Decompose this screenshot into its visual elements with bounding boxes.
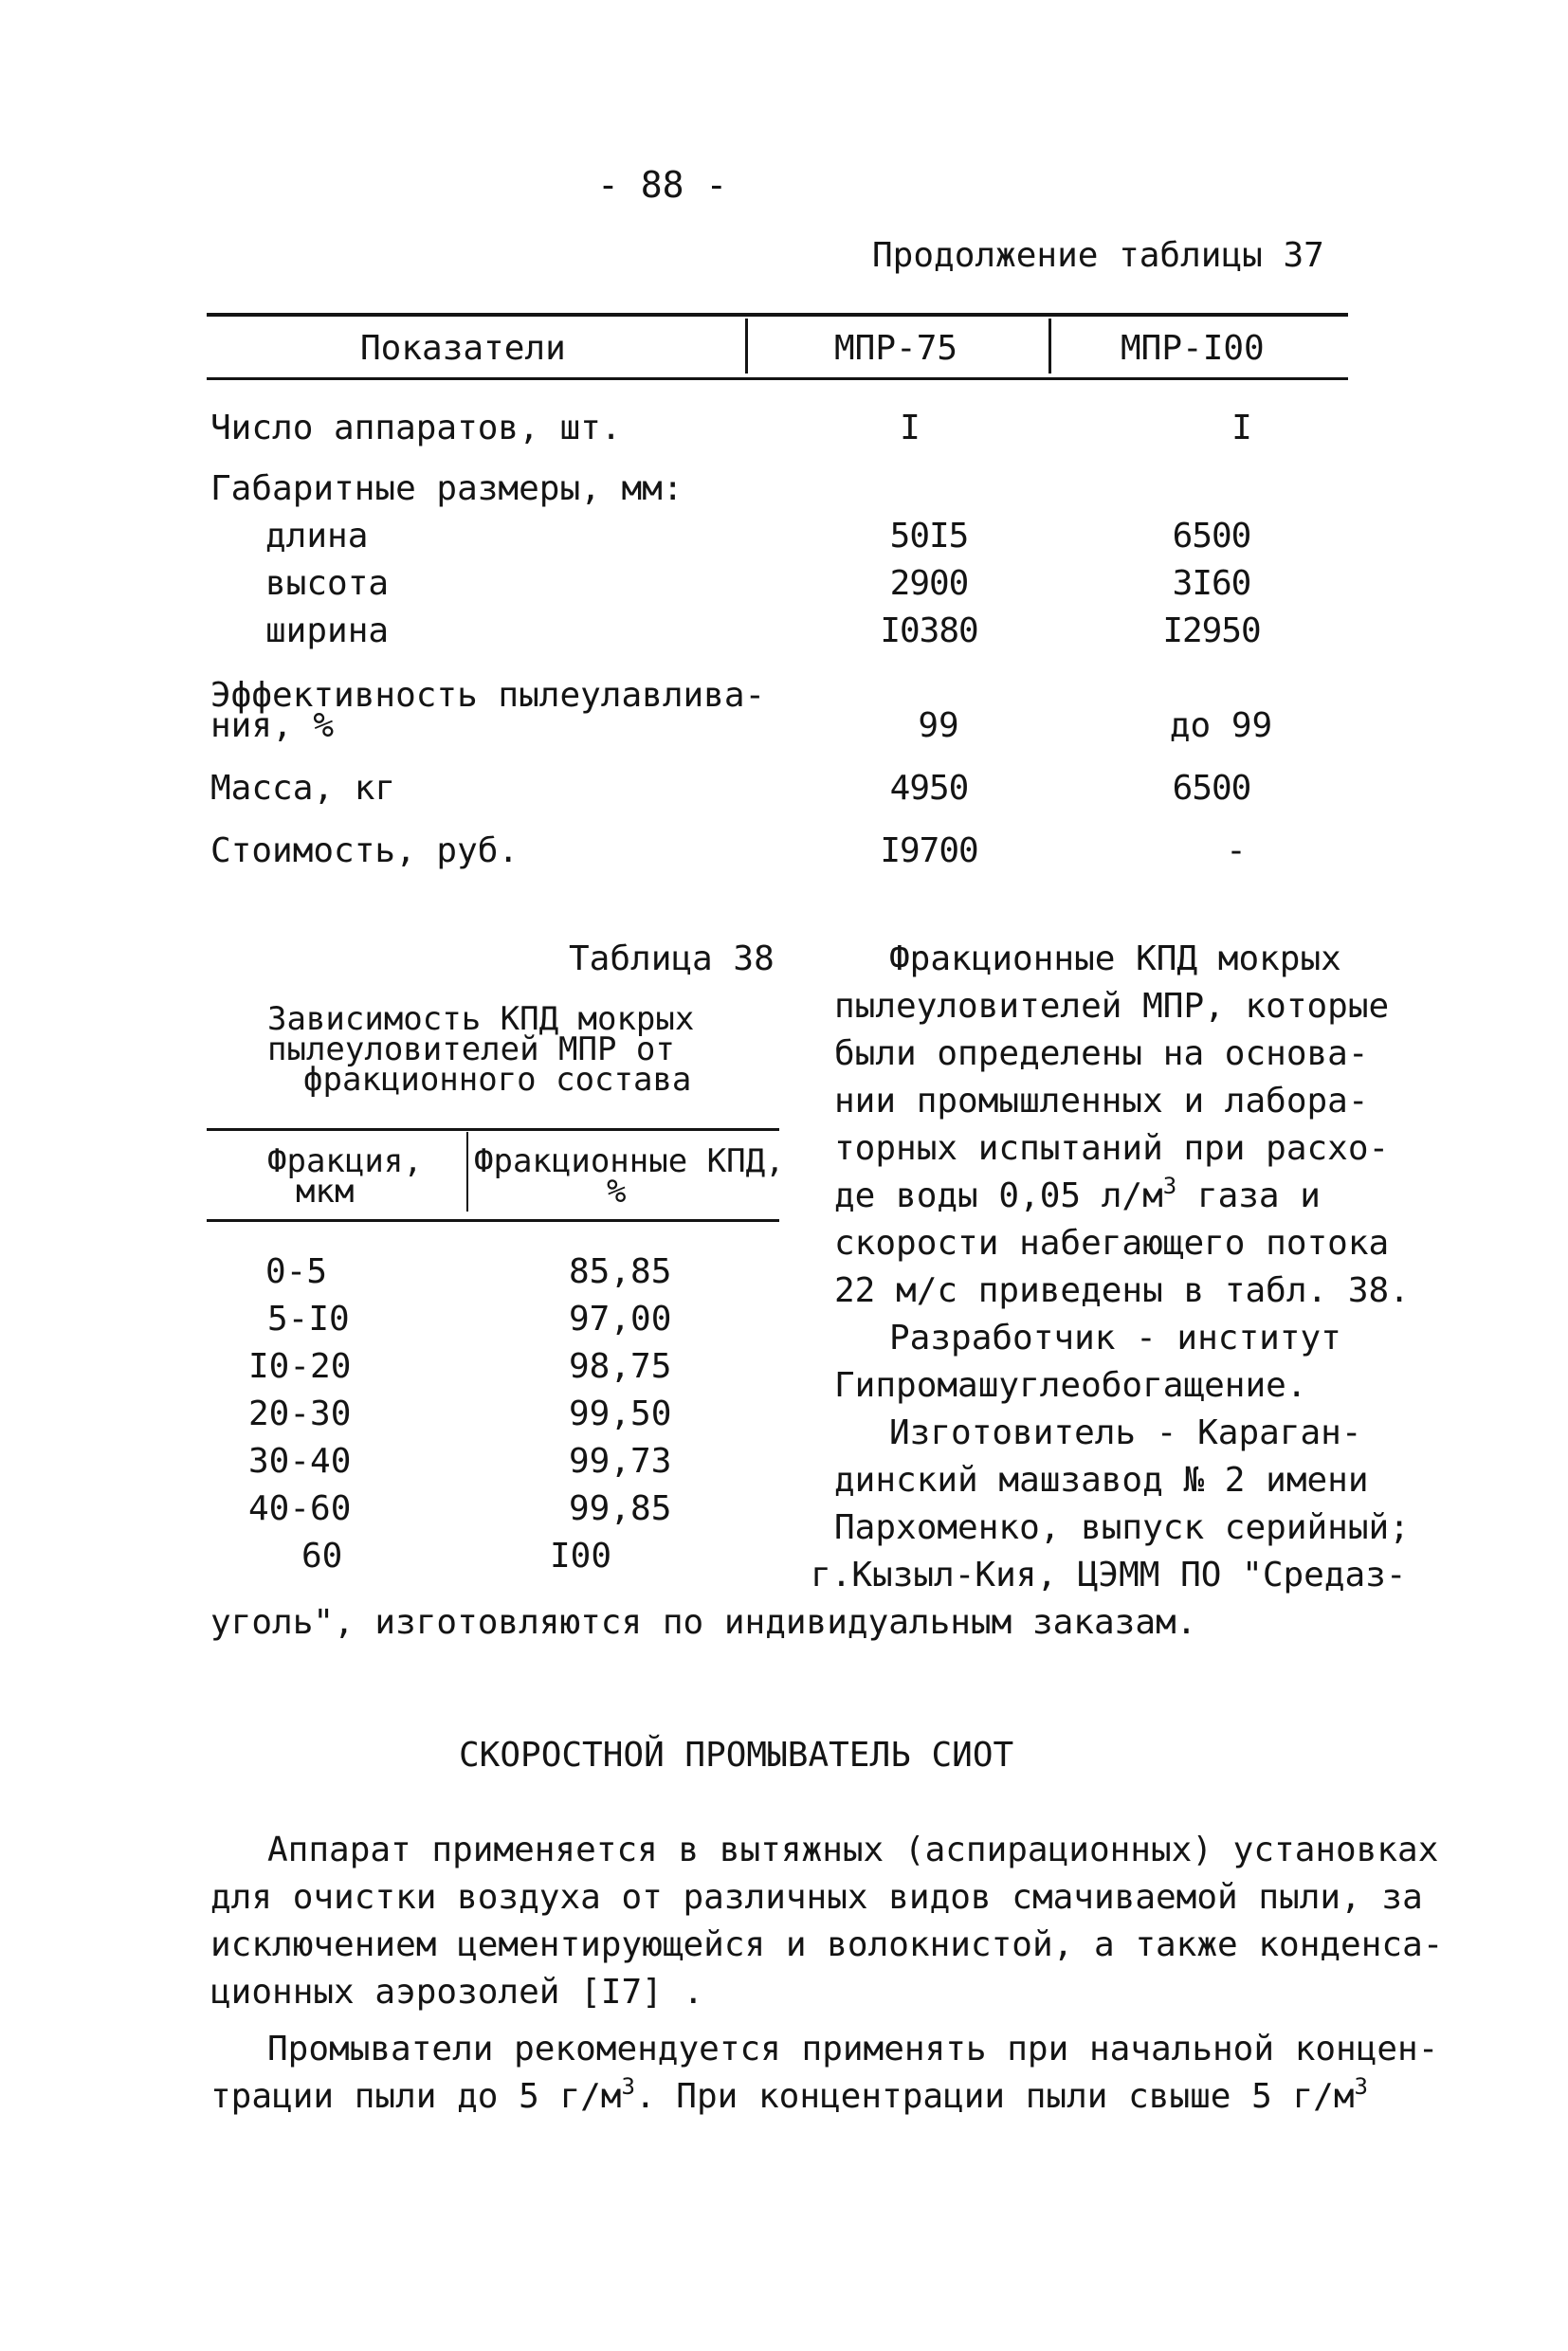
table38-fraction-cell: 0-5 <box>265 1252 328 1291</box>
table38-fraction-cell: 30-40 <box>248 1442 352 1481</box>
table37-cell: I <box>1231 409 1252 447</box>
table-continuation-caption: Продолжение таблицы 37 <box>872 236 1324 275</box>
table37-cell: 2900 <box>889 564 969 603</box>
table38-fraction-cell: I0-20 <box>248 1347 352 1386</box>
table37-row-label: Габаритные размеры, мм: <box>210 469 684 508</box>
table37-cell: 50I5 <box>889 517 969 556</box>
paragraph-line: трации пыли до 5 $г/м^3$. При концентрации пыли свыше 5 $г/м^3$ <box>210 2073 1368 2116</box>
table37-header-rule <box>207 377 1348 380</box>
table38-header-kpd: Фракционные КПД, <box>474 1142 785 1180</box>
table38-fraction-cell: 5-I0 <box>267 1300 350 1339</box>
table38-fraction-cell: 60 <box>301 1537 343 1576</box>
page-number: - 88 - <box>597 164 728 206</box>
table38-fraction-cell: 40-60 <box>248 1489 352 1528</box>
table38-header-fraction: мкм <box>296 1173 355 1211</box>
table37-row-label: Стоимость, руб. <box>210 831 520 870</box>
table37-row-label: ширина <box>265 611 390 650</box>
table37-row-label: длина <box>265 517 369 556</box>
side-text-line: 22 м/с приведены в табл. 38. <box>834 1271 1410 1310</box>
table37-header-mpr100: МПР-I00 <box>1121 329 1265 368</box>
side-text-line: нии промышленных и лабора- <box>834 1082 1369 1121</box>
table37-top-rule <box>207 313 1348 317</box>
table38-title: пылеуловителей МПР от <box>267 1030 675 1068</box>
table37-cell: I9700 <box>880 831 978 870</box>
side-text-line: г.Кызыл-Кия, ЦЭММ ПО "Средаз- <box>811 1556 1407 1595</box>
table37-row-label: ния, % <box>210 706 335 745</box>
side-text-line: Изготовитель - Караган- <box>889 1413 1362 1452</box>
table37-cell: 6500 <box>1172 769 1251 808</box>
table38-kpd-cell: 85,85 <box>569 1252 672 1291</box>
table38-header-rule <box>207 1219 779 1222</box>
table37-cell: I <box>900 409 921 447</box>
side-text-line: де воды 0,05 $л/м^3$ газа и <box>834 1173 1321 1215</box>
table38-title: Зависимость КПД мокрых <box>267 1000 695 1038</box>
table37-row-label: высота <box>265 564 390 603</box>
table38-top-rule <box>207 1128 779 1131</box>
table38-kpd-cell: 99,85 <box>569 1489 672 1528</box>
table38-kpd-cell: 99,50 <box>569 1394 672 1433</box>
table38-title: фракционного состава <box>303 1061 692 1099</box>
paragraph-line: исключением цементирующейся и волокнистой, а также конденса- <box>210 1925 1444 1964</box>
side-text-line: пылеуловителей МПР, которые <box>834 987 1390 1026</box>
side-text-line: Гипромашуглеобогащение. <box>834 1366 1307 1405</box>
table37-row-label: Число аппаратов, шт. <box>210 409 622 447</box>
side-text-line: динский машзавод № 2 имени <box>834 1461 1369 1500</box>
table37-header-indicators: Показатели <box>360 329 566 368</box>
side-text-line: торных испытаний при расхо- <box>834 1129 1390 1168</box>
table37-cell: 6500 <box>1172 517 1251 556</box>
table38-header-kpd: % <box>607 1173 627 1211</box>
side-text-line: были определены на основа- <box>834 1034 1369 1073</box>
table38-number: Таблица 38 <box>569 939 775 978</box>
table37-cell: 3I60 <box>1172 564 1251 603</box>
table37-row-label: Масса, кг <box>210 769 396 808</box>
table38-kpd-cell: 99,73 <box>569 1442 672 1481</box>
side-text-line: Разработчик - институт <box>889 1319 1341 1358</box>
table38-kpd-cell: 98,75 <box>569 1347 672 1386</box>
table37-cell: I2950 <box>1162 611 1261 650</box>
section-heading: СКОРОСТНОЙ ПРОМЫВАТЕЛЬ СИОТ <box>459 1736 1014 1775</box>
side-text-line: Фракционные КПД мокрых <box>889 939 1341 978</box>
side-text-line: скорости набегающего потока <box>834 1224 1390 1263</box>
table38-kpd-cell: I00 <box>550 1537 612 1576</box>
table38-header-separator <box>466 1132 468 1212</box>
table37-cell: 4950 <box>889 769 969 808</box>
paragraph-line: Аппарат применяется в вытяжных (аспирационных) установках <box>267 1831 1439 1869</box>
table37-cell: - <box>1226 831 1247 870</box>
table37-header-mpr75: МПР-75 <box>834 329 958 368</box>
side-text-line: Пархоменко, выпуск серийный; <box>834 1508 1410 1547</box>
paragraph-continuation: уголь", изготовляются по индивидуальным заказам. <box>210 1603 1197 1642</box>
paragraph-line: для очистки воздуха от различных видов смачиваемой пыли, за <box>210 1878 1423 1917</box>
table37-header-separator <box>745 319 748 374</box>
table37-cell: I0380 <box>880 611 978 650</box>
paragraph-line: Промыватели рекомендуется применять при начальной концен- <box>267 2030 1439 2069</box>
table37-cell: до 99 <box>1169 706 1273 745</box>
table37-cell: 99 <box>918 706 959 745</box>
table38-header-fraction: Фракция, <box>267 1142 423 1180</box>
table37-row-label: Эффективность пылеулавлива- <box>210 676 766 715</box>
table38-kpd-cell: 97,00 <box>569 1300 672 1339</box>
table38-fraction-cell: 20-30 <box>248 1394 352 1433</box>
paragraph-line: ционных аэрозолей [I7] . <box>210 1973 704 2012</box>
table37-header-separator <box>1048 319 1051 374</box>
